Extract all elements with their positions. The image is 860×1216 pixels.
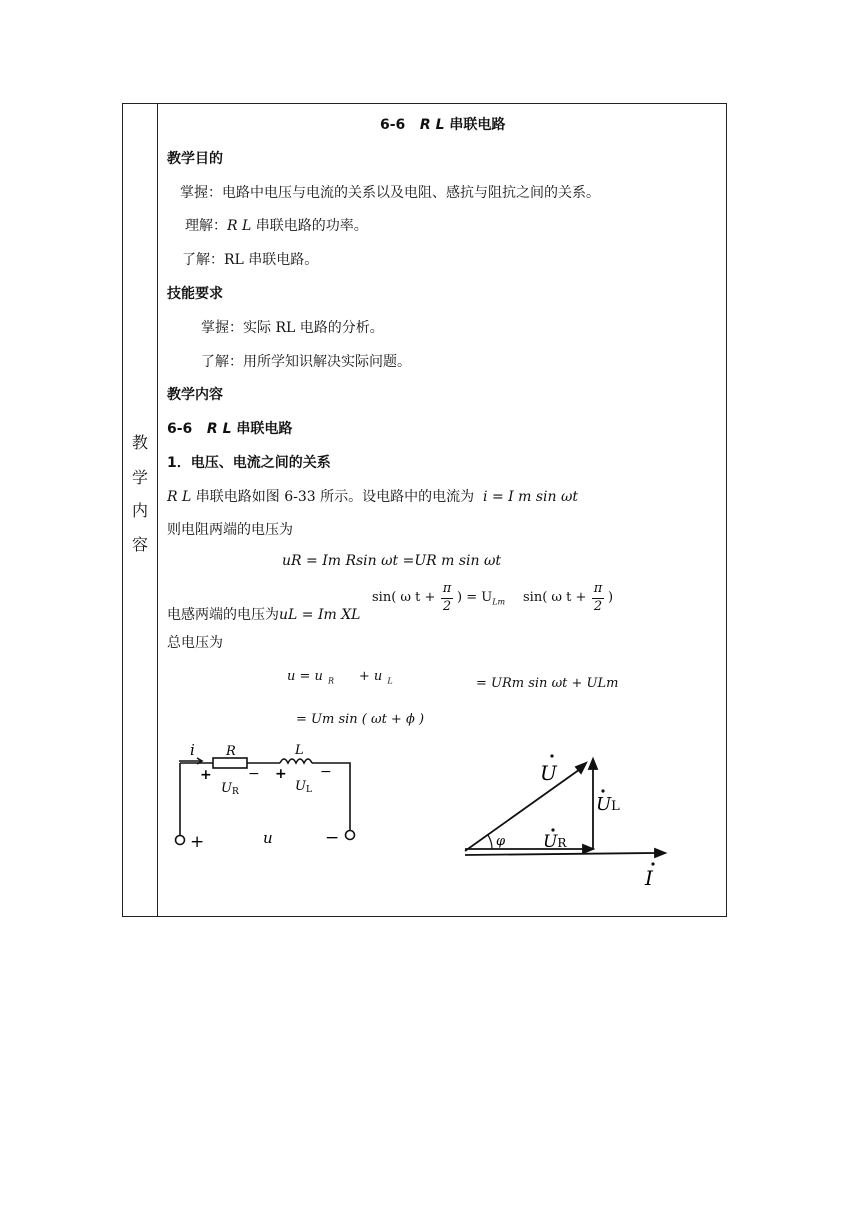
phasor-phi-label: φ: [496, 834, 506, 849]
section-rl: R L: [206, 421, 232, 437]
eq-u-line: [287, 669, 393, 686]
section-heading: [167, 418, 292, 438]
ind-text: 电感两端的电压为: [167, 607, 279, 623]
phasor-ur-label: UR: [543, 832, 567, 852]
ind-frac-1: [441, 581, 453, 614]
ind-formula-c: sin( ω t +: [523, 590, 587, 605]
circuit-u-label: u: [263, 829, 273, 847]
subsection-1: 1．电压、电流之间的关系: [167, 455, 331, 471]
phasor-diagram: [455, 735, 685, 895]
ind-frac-2: [592, 581, 604, 614]
ind-equation: uL = Im XL: [279, 607, 361, 623]
eq-u-final: = Um sin ( ωt + ϕ ): [296, 712, 425, 727]
rl-circuit-diagram: [165, 740, 375, 855]
ind-formula-d: ): [608, 590, 614, 605]
skill-know: 了解：用所学知识解决实际问题。: [201, 354, 411, 370]
circuit-ul-plus: +: [275, 766, 287, 782]
title-text: 串联电路: [449, 117, 506, 133]
page-title: [380, 114, 505, 134]
goal-know: 了解：RL 串联电路。: [182, 252, 319, 268]
goal-master: 掌握：电路中电压与电流的关系以及电阻、感抗与阻抗之间的关系。: [180, 185, 600, 201]
eq-ur: uR = Im Rsin ωt =UR m sin ωt: [282, 553, 502, 569]
phasor-i-label: I: [645, 866, 653, 890]
eq-u-sub-l: L: [387, 676, 393, 686]
side-char-1: 教: [131, 433, 148, 452]
section-number: 6-6: [167, 421, 193, 437]
circuit-terminal-minus: −: [325, 828, 340, 848]
goal-understand-rest: 串联电路的功率。: [255, 218, 368, 234]
section-text: 串联电路: [236, 421, 293, 437]
skills-heading: 技能要求: [167, 286, 223, 302]
goal-understand-prefix: 理解：: [185, 218, 227, 234]
ind-formula-b-text: ) = U: [457, 590, 493, 605]
eq-u-part1: u = u: [287, 669, 323, 684]
circuit-r-label: R: [226, 744, 236, 759]
phasor-u-label: U: [540, 761, 557, 785]
content-heading: 教学内容: [167, 387, 223, 403]
intro-rl: R L: [167, 489, 192, 505]
phasor-ul-dot: [601, 789, 604, 792]
eq-u-sub-r: R: [328, 676, 335, 686]
phasor-i-dot: [651, 862, 654, 865]
skill-master: 掌握：实际 RL 电路的分析。: [201, 320, 384, 336]
circuit-terminal-plus: +: [190, 832, 205, 852]
goal-understand-rl: R L: [227, 218, 252, 234]
intro-text: 串联电路如图 6-33 所示。设电路中的电流为: [195, 489, 475, 505]
eq-u-part2: + u: [358, 669, 383, 684]
ind-frac-1-two: 2: [442, 599, 452, 614]
circuit-ur-label: UR: [221, 781, 239, 797]
intro-equation: i = I m sin ωt: [483, 489, 579, 505]
ind-frac-2-two: 2: [593, 599, 603, 614]
resist-text: 则电阻两端的电压为: [167, 522, 293, 538]
total-text: 总电压为: [167, 635, 223, 651]
circuit-ul-label: UL: [295, 779, 312, 795]
phasor-u-dot: [550, 754, 553, 757]
phasor-ul-label: UL: [596, 794, 620, 815]
circuit-ur-minus: −: [248, 766, 260, 782]
eq-u-rhs: = URm sin ωt + ULm: [476, 676, 619, 691]
title-number: 6-6: [380, 117, 406, 133]
circuit-ul-minus: −: [320, 764, 332, 780]
intro-line: [167, 486, 578, 506]
title-rl: R L: [419, 117, 445, 133]
ind-formula-a: sin( ω t +: [372, 590, 436, 605]
ind-line: [167, 604, 360, 624]
ind-frac-2-pi: π: [593, 581, 603, 596]
goals-heading: 教学目的: [167, 151, 223, 167]
side-char-3: 内: [131, 501, 148, 520]
phasor-ur-dot: [551, 828, 554, 831]
circuit-l-label: L: [295, 743, 304, 758]
ind-formula-b: [457, 590, 505, 607]
side-char-4: 容: [131, 535, 148, 554]
circuit-i-label: i: [190, 741, 195, 759]
side-char-2: 学: [131, 468, 148, 487]
ind-frac-1-pi: π: [442, 581, 452, 596]
circuit-ur-plus: +: [200, 767, 212, 783]
goal-understand: [185, 215, 368, 235]
ind-formula-sub: Lm: [492, 597, 506, 607]
